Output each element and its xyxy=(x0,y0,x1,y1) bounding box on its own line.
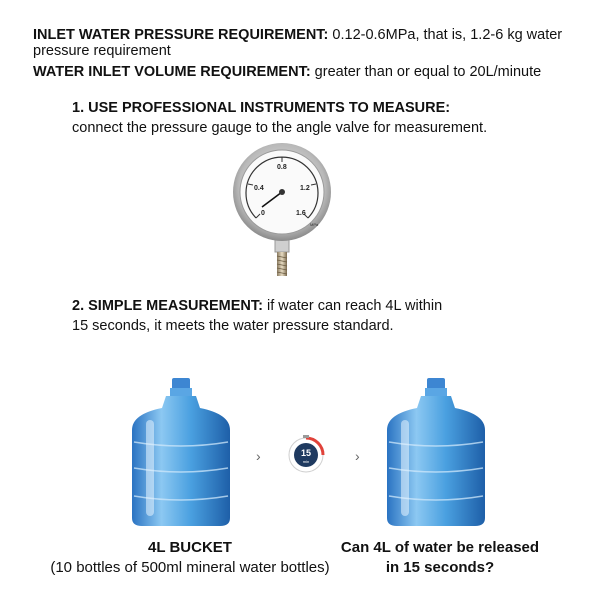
pressure-value-cont: pressure requirement xyxy=(33,43,171,59)
gauge-unit: MPa xyxy=(310,222,319,227)
pressure-label: INLET WATER PRESSURE REQUIREMENT: xyxy=(33,27,329,43)
water-bucket-icon xyxy=(381,378,491,528)
water-bucket-icon xyxy=(126,378,236,528)
volume-requirement xyxy=(33,63,541,81)
timer-icon xyxy=(286,434,326,474)
volume-value: greater than or equal to 20L/minute xyxy=(310,64,542,80)
left-caption-title: 4L BUCKET xyxy=(148,539,232,556)
gauge-tick-label: 1.2 xyxy=(300,185,310,192)
pressure-gauge-icon xyxy=(232,140,332,280)
step2-text: if water can reach 4L within xyxy=(262,298,443,314)
step1-text: connect the pressure gauge to the angle valve for measurement. xyxy=(72,120,488,136)
right-caption-subtitle: in 15 seconds? xyxy=(385,559,495,576)
step2-title: 2. SIMPLE MEASUREMENT: xyxy=(72,298,263,314)
step1-title: 1. USE PROFESSIONAL INSTRUMENTS TO MEASURE: xyxy=(72,100,451,116)
timer-value: 15 xyxy=(300,448,312,458)
step2-text-cont: 15 seconds, it meets the water pressure standard. xyxy=(72,318,394,334)
step2-title-line xyxy=(72,297,442,315)
pressure-value: 0.12-0.6MPa, that is, 1.2-6 kg water xyxy=(328,27,563,43)
right-caption-title: Can 4L of water be released xyxy=(340,539,540,556)
gauge-tick-label: 0 xyxy=(261,210,265,217)
chevron-right-icon: › xyxy=(256,448,261,464)
left-caption-subtitle: (10 bottles of 500ml mineral water bottles) xyxy=(50,559,330,576)
gauge-tick-label: 1.6 xyxy=(296,210,306,217)
gauge-tick-label: 0.4 xyxy=(254,185,264,192)
gauge-tick-label: 0.8 xyxy=(277,164,287,171)
volume-label: WATER INLET VOLUME REQUIREMENT: xyxy=(33,64,311,80)
chevron-right-icon: › xyxy=(355,448,360,464)
timer-unit: min xyxy=(302,459,310,464)
